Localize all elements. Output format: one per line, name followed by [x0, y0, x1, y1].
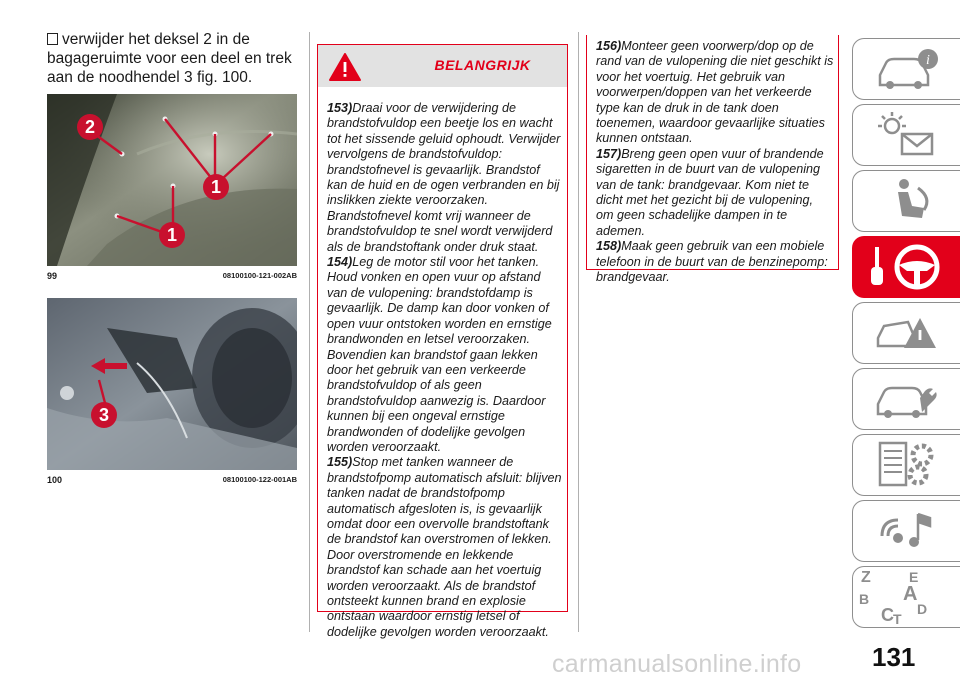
- warning-item: 153)Draai voor de verwijdering de brandstofvuldop een beetje los en wacht tot het sissende geluid ophoudt. Verwijder vervolgens de brandstofvuldop: brandstofnevel is gevaarlijk. Brandstof kan de huid en de ogen verbranden en bij inslikken ziekte veroorzaken. Brandstofnevel komt vrij wanneer de brandstofvuldop te snel wordt verwijderd als de brandstoftank onder druk staat.: [327, 101, 561, 254]
- list-gears-icon: [872, 439, 942, 491]
- warning-item: 158)Maak geen gebruik van een mobiele telefoon in de buurt van de benzinepomp: brandgevaar.: [596, 239, 828, 285]
- tab-car-info[interactable]: [852, 38, 960, 100]
- instruction-text: verwijder het deksel 2 in de bagageruimte voor een deel en trek aan de noodhendel 3 fig. 100.: [47, 31, 292, 86]
- warning-body-continued: [596, 39, 834, 286]
- callout-3: 3: [91, 402, 117, 428]
- figure-99-image: [47, 94, 297, 266]
- car-info-icon: [872, 45, 942, 93]
- warning-item: 155)Stop met tanken wanneer de brandstofpomp automatisch afsluit: blijven tanken nadat de brandstofpomp automatisch afgesloten is, is gevaarlijk omdat door een overvolle brandstoftank de brandstof kan overstromen of lekken. Door overstromende en lekkende brandstof kan schade aan het voertuig worden veroorzaakt. Als de brandstof ontsteekt kunnen brand en explosie ontstaan waardoor ernstig letsel of dodelijke gevolgen worden veroorzaakt.: [327, 455, 562, 639]
- tab-key-steering-wheel[interactable]: [852, 236, 960, 298]
- callout-2: 2: [77, 114, 103, 140]
- tab-dashboard-lights[interactable]: [852, 104, 960, 166]
- tab-alphabet-index[interactable]: [852, 566, 960, 628]
- column-divider: [578, 32, 579, 632]
- warning-item: 157)Breng geen open vuur of brandende sigaretten in de buurt van de vulopening van de tank: brandgevaar. Kom niet te dicht met het gezicht bij de vulopening, om geen schadelijke dampen in te ademen.: [596, 146, 824, 238]
- instruction-paragraph: [47, 30, 305, 87]
- callout-1b: 1: [159, 222, 185, 248]
- tab-car-warning[interactable]: [852, 302, 960, 364]
- car-warning-icon: [872, 308, 942, 358]
- tab-media-music[interactable]: [852, 500, 960, 562]
- watermark: carmanualsonline.info: [552, 650, 802, 678]
- figure-99-caption: [47, 271, 297, 281]
- figure-number: 100: [47, 475, 63, 485]
- tab-car-wrench[interactable]: [852, 368, 960, 430]
- svg-text:i: i: [925, 53, 930, 68]
- car-wrench-icon: [872, 374, 942, 424]
- warning-title: BELANGRIJK: [434, 57, 531, 73]
- callout-1: 1: [203, 174, 229, 200]
- warning-item: 156)Monteer geen voorwerp/dop op de rand van de vulopening die niet geschikt is voor het voertuig. Het gebruik van voorwerpen/doppen van het verkeerde type kan de druk in de tank doen toenemen, waardoor gevaarlijke situaties kunnen ontstaan.: [596, 39, 834, 146]
- column-divider: [309, 32, 310, 632]
- checkbox-bullet-icon: [47, 33, 58, 45]
- figure-code: 08100100-121-002AB: [222, 271, 297, 280]
- media-music-icon: [872, 506, 942, 556]
- tab-seat-airbag[interactable]: [852, 170, 960, 232]
- alphabet-index-icon: Z E A B C T D: [859, 569, 928, 627]
- dashboard-lights-icon: [872, 110, 942, 160]
- warning-item: 154)Leg de motor stil voor het tanken. Houd vonken en open vuur op afstand van de vulopening: brandstofdamp is gevaarlijk. De damp kan door vonken of open vuur ontstoken worden en ernstige brandwonden en letsel veroorzaken. Bovendien kan brandstof gaan lekken door het gebruik van een verkeerde brandstofvuldop of als geen brandstofvuldop aanwezig is. Daardoor kunnen bij een ongeval ernstige brandwonden of dodelijke gevolgen worden veroorzaakt.: [327, 255, 552, 454]
- page-number: 131: [872, 642, 916, 672]
- key-steering-wheel-icon: [867, 241, 947, 293]
- seat-airbag-icon: [872, 176, 942, 226]
- warning-box: [317, 44, 568, 639]
- warning-box-continued: [586, 35, 839, 285]
- tab-list-gears[interactable]: [852, 434, 960, 496]
- figure-100-caption: [47, 475, 297, 485]
- warning-header: [318, 45, 567, 87]
- figure-number: 99: [47, 271, 58, 281]
- warning-triangle-icon: [328, 52, 362, 82]
- figure-100-image: [47, 298, 297, 470]
- figure-code: 08100100-122-001AB: [222, 475, 297, 484]
- warning-body: [327, 101, 563, 640]
